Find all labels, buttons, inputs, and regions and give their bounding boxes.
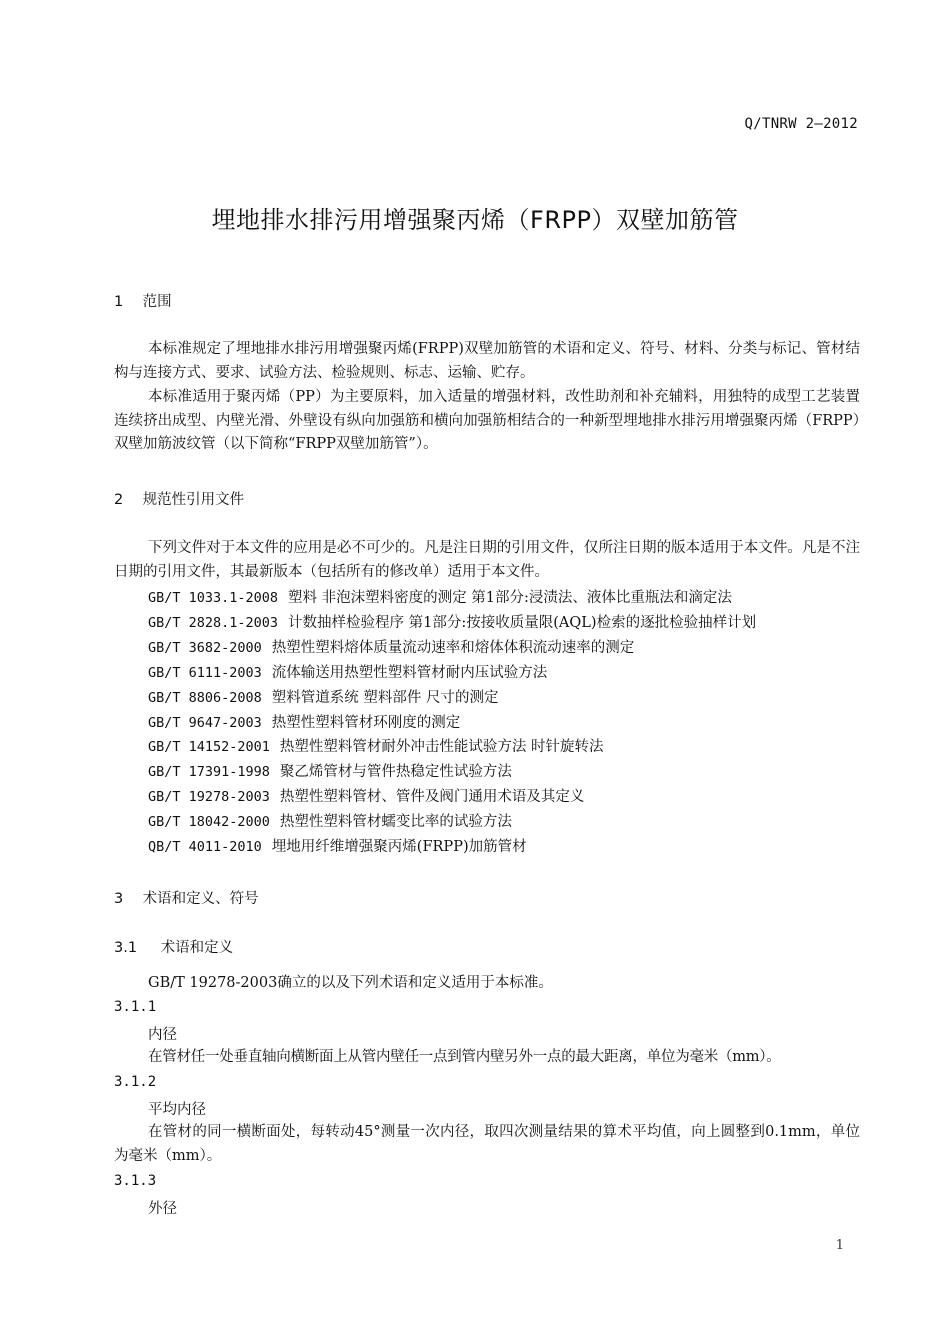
term-definition: 在管材任一处垂直轴向横断面上从管内壁任一点到管内壁另外一点的最大距离，单位为毫米（mm）。 — [148, 1049, 781, 1065]
reference-code: GB/T 3682-2000 — [148, 639, 262, 656]
section-3-1-heading — [114, 936, 233, 957]
reference-code: GB/T 18042-2000 — [148, 814, 270, 831]
reference-item — [148, 711, 756, 736]
terms-intro-paragraph: GB/T 19278-2003确立的以及下列术语和定义适用于本标准。 — [148, 975, 553, 991]
reference-title: 热塑性塑料管材蠕变比率的试验方法 — [279, 814, 512, 831]
section-1-heading — [114, 290, 172, 311]
reference-code: GB/T 9647-2003 — [148, 714, 262, 731]
subsection-title: 术语和定义 — [160, 940, 234, 956]
page-number: 1 — [835, 1238, 844, 1253]
reference-title: 计数抽样检验程序 第1部分:按接收质量限(AQL)检索的逐批检验抽样计划 — [288, 614, 757, 631]
subsection-number: 3.1 — [114, 940, 138, 956]
reference-item — [148, 785, 756, 810]
section-title: 术语和定义、符号 — [142, 891, 259, 907]
reference-item — [148, 810, 756, 835]
reference-title: 聚乙烯管材与管件热稳定性试验方法 — [279, 764, 512, 781]
section-title: 规范性引用文件 — [142, 492, 245, 508]
clause-number: 3.1.3 — [114, 1173, 157, 1189]
reference-title: 热塑性塑料熔体质量流动速率和熔体体积流动速率的测定 — [271, 639, 635, 656]
section-number: 1 — [114, 294, 124, 310]
section-3-heading — [114, 887, 259, 908]
term-name: 内径 — [148, 1027, 177, 1043]
reference-item — [148, 636, 756, 661]
document-title: 埋地排水排污用增强聚丙烯（FRPP）双壁加筋管 — [211, 206, 739, 234]
references-intro-paragraph: 下列文件对于本文件的应用是必不可少的。凡是注日期的引用文件，仅所注日期的版本适用于本文件。凡是不注日期的引用文件，其最新版本（包括所有的修改单）适用于本文件。 — [114, 540, 860, 580]
reference-code: GB/T 19278-2003 — [148, 789, 270, 806]
reference-code: GB/T 14152-2001 — [148, 739, 270, 756]
reference-code: GB/T 1033.1-2008 — [148, 590, 279, 606]
term-name: 平均内径 — [148, 1102, 206, 1118]
standard-code: Q/TNRW 2—2012 — [744, 116, 858, 132]
reference-item — [148, 686, 756, 711]
reference-title: 热塑性塑料管材环刚度的测定 — [271, 714, 461, 731]
reference-item — [148, 835, 756, 860]
reference-code: GB/T 8806-2008 — [148, 689, 262, 706]
reference-title: 埋地用纤维增强聚丙烯(FRPP)加筋管材 — [271, 839, 527, 856]
section-number: 3 — [114, 891, 124, 907]
reference-code: GB/T 2828.1-2003 — [148, 614, 279, 631]
term-name: 外径 — [148, 1201, 177, 1217]
normative-references-list — [148, 586, 756, 860]
reference-item — [148, 586, 756, 611]
reference-item — [148, 735, 756, 760]
reference-item — [148, 611, 756, 636]
section-number: 2 — [114, 492, 124, 508]
reference-title: 塑料 非泡沫塑料密度的测定 第1部分:浸渍法、液体比重瓶法和滴定法 — [288, 590, 732, 606]
scope-paragraph-1: 本标准规定了埋地排水排污用增强聚丙烯(FRPP)双壁加筋管的术语和定义、符号、材料、分类与标记、管材结构与连接方式、要求、试验方法、检验规则、标志、运输、贮存。 — [114, 341, 860, 381]
reference-code: GB/T 17391-1998 — [148, 764, 270, 781]
section-title: 范围 — [142, 294, 172, 310]
clause-number: 3.1.1 — [114, 999, 157, 1015]
term-definition: 在管材的同一横断面处，每转动45°测量一次内径，取四次测量结果的算术平均值，向上圆整到0.1mm，单位为毫米（mm）。 — [114, 1124, 860, 1164]
reference-title: 塑料管道系统 塑料部件 尺寸的测定 — [271, 689, 499, 706]
reference-item — [148, 760, 756, 785]
reference-item — [148, 661, 756, 686]
reference-code: QB/T 4011-2010 — [148, 839, 262, 856]
reference-code: GB/T 6111-2003 — [148, 664, 262, 681]
reference-title: 热塑性塑料管材耐外冲击性能试验方法 时针旋转法 — [279, 739, 604, 756]
section-2-heading — [114, 488, 244, 509]
reference-title: 热塑性塑料管材、管件及阀门通用术语及其定义 — [279, 789, 585, 806]
clause-number: 3.1.2 — [114, 1074, 157, 1090]
reference-title: 流体输送用热塑性塑料管材耐内压试验方法 — [271, 664, 548, 681]
scope-paragraph-2: 本标准适用于聚丙烯（PP）为主要原料，加入适量的增强材料，改性助剂和补充辅料，用独特的成型工艺装置连续挤出成型、内壁光滑、外壁设有纵向加强筋和横向加强筋相结合的一种新型埋地排水排污用增强聚丙烯（FRPP）双壁加筋波纹管（以下简称“FRPP双壁加筋管”）。 — [114, 389, 860, 452]
